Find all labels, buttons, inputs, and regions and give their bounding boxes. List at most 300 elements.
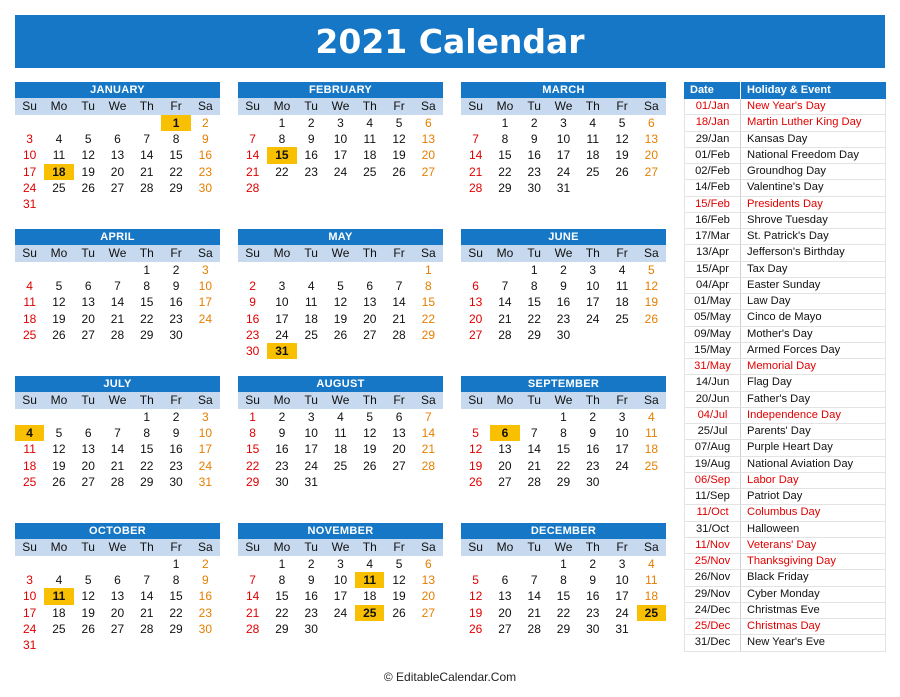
- day-cell: 20: [421, 148, 435, 163]
- weekday-header: [15, 392, 220, 409]
- day-cell: 4: [307, 279, 315, 294]
- empty-day-cell: [637, 343, 666, 359]
- day-cell: 13: [498, 589, 512, 604]
- day-cell: 2: [278, 410, 286, 424]
- week-row: [238, 311, 443, 327]
- week-row: [15, 490, 220, 506]
- weekday-label: Fr: [170, 540, 182, 554]
- weekday-label: Th: [362, 540, 377, 554]
- empty-day-cell: [132, 115, 161, 131]
- week-row: [15, 425, 220, 441]
- empty-day-cell: [384, 196, 413, 212]
- day-cell: 7: [143, 573, 151, 588]
- week-row: [461, 343, 666, 359]
- empty-day-cell: [74, 115, 103, 131]
- weekday-label: Sa: [420, 393, 436, 407]
- day-cell: 15: [527, 295, 541, 310]
- weekday-label: We: [108, 540, 127, 554]
- day-cell: 22: [275, 164, 289, 179]
- empty-day-cell: [15, 556, 44, 572]
- holiday-event: Christmas Eve: [741, 603, 886, 618]
- day-cell: 17: [198, 295, 212, 310]
- day-cell: 18: [22, 311, 37, 326]
- day-cell: 19: [363, 442, 377, 457]
- day-cell: 5: [337, 279, 344, 294]
- empty-day-cell: [191, 490, 220, 506]
- empty-day-cell: [637, 474, 666, 490]
- empty-day-cell: [490, 262, 519, 278]
- day-cell: 19: [644, 295, 658, 310]
- page-title: 2021 Calendar: [15, 15, 885, 68]
- empty-day-cell: [297, 490, 326, 506]
- empty-day-cell: [326, 343, 355, 359]
- day-cell: 6: [114, 132, 121, 147]
- week-row: [15, 180, 220, 196]
- day-cell: 31: [198, 474, 212, 489]
- holiday-row: [684, 392, 886, 408]
- holiday-event: Independence Day: [741, 408, 886, 423]
- day-cell: 11: [334, 426, 347, 441]
- weekday-label: Mo: [496, 99, 514, 113]
- day-cell: 23: [275, 458, 289, 473]
- holiday-date: 20/Jun: [684, 392, 741, 407]
- day-cell: 1: [172, 557, 180, 571]
- weekday-header: [15, 245, 220, 262]
- day-cell: 22: [275, 605, 289, 620]
- day-cell: 31: [22, 196, 37, 211]
- weekday-label: Su: [245, 99, 260, 113]
- day-cell: 6: [84, 279, 92, 294]
- day-cell: 30: [245, 343, 260, 358]
- day-cell: 29: [275, 621, 289, 636]
- empty-day-cell: [267, 180, 296, 196]
- day-cell: 13: [81, 442, 95, 457]
- day-cell: 11: [615, 279, 629, 294]
- day-cell: 17: [615, 442, 629, 457]
- day-cell: 3: [560, 116, 567, 130]
- day-cell: 6: [647, 116, 655, 130]
- empty-day-cell: [297, 262, 326, 278]
- day-cell: 25: [22, 327, 37, 342]
- day-cell: 13: [363, 295, 377, 310]
- weekday-label: Mo: [273, 246, 291, 260]
- day-cell: 28: [245, 621, 260, 636]
- day-cell: 9: [172, 279, 180, 294]
- weekday-label: Fr: [616, 540, 628, 554]
- day-cell: 7: [530, 426, 538, 441]
- holiday-row: [684, 343, 886, 359]
- day-cell: 27: [498, 621, 512, 636]
- day-cell: 20: [498, 605, 512, 620]
- empty-day-cell: [355, 637, 384, 653]
- empty-day-cell: [461, 637, 490, 653]
- day-cell: 22: [140, 311, 154, 326]
- day-cell: 29: [169, 180, 183, 195]
- weekday-header: [238, 98, 443, 115]
- weekday-label: Tu: [304, 99, 318, 113]
- empty-day-cell: [15, 343, 44, 359]
- day-cell: 17: [198, 442, 212, 457]
- day-cell: 3: [201, 263, 209, 277]
- week-row: [238, 164, 443, 180]
- weekday-label: Mo: [496, 246, 514, 260]
- empty-day-cell: [384, 262, 413, 278]
- week-row: [238, 637, 443, 653]
- holiday-row: [684, 587, 886, 603]
- empty-day-cell: [326, 621, 355, 637]
- holiday-event: Thanksgiving Day: [741, 554, 886, 569]
- weekday-label: Fr: [616, 246, 628, 260]
- day-cell: 19: [468, 605, 483, 620]
- empty-day-cell: [297, 343, 326, 359]
- week-row: [15, 294, 220, 310]
- weekday-label: Mo: [273, 540, 291, 554]
- holiday-row: [684, 424, 886, 440]
- month-may: [238, 229, 443, 359]
- empty-day-cell: [355, 621, 384, 637]
- empty-day-cell: [490, 196, 519, 212]
- day-cell: 9: [201, 573, 209, 588]
- day-cell: 30: [586, 474, 600, 489]
- empty-day-cell: [549, 343, 578, 359]
- weekday-label: Sa: [643, 246, 659, 260]
- day-cell: 11: [586, 132, 599, 147]
- day-cell: 28: [110, 327, 125, 342]
- day-cell: 11: [304, 295, 318, 310]
- day-cell: 18: [333, 442, 348, 457]
- empty-day-cell: [191, 327, 220, 343]
- weekday-label: Mo: [273, 99, 291, 113]
- day-cell: 8: [172, 132, 180, 147]
- week-row: [15, 147, 220, 163]
- day-cell: 3: [618, 557, 626, 571]
- weekday-header: [461, 98, 666, 115]
- holiday-event: Groundhog Day: [741, 164, 886, 179]
- empty-day-cell: [44, 196, 73, 212]
- holiday-date: 29/Jan: [684, 132, 741, 147]
- empty-day-cell: [267, 637, 296, 653]
- day-cell: 22: [527, 311, 541, 326]
- empty-day-cell: [103, 637, 132, 653]
- holiday-date: 11/Nov: [684, 538, 741, 553]
- empty-day-cell: [578, 196, 607, 212]
- empty-day-cell: [103, 409, 132, 425]
- weekday-label: We: [331, 99, 350, 113]
- weekday-label: We: [108, 246, 127, 260]
- day-cell: 10: [586, 279, 600, 294]
- day-cell: 16: [198, 148, 212, 163]
- weekday-label: Th: [362, 246, 377, 260]
- day-cell: 5: [472, 573, 479, 588]
- day-cell: 12: [615, 132, 629, 147]
- day-cell: 25: [333, 458, 348, 473]
- day-cell: 12: [392, 132, 406, 147]
- day-cell: 16: [198, 589, 212, 604]
- day-cell: 15: [169, 148, 183, 163]
- day-cell: 18: [586, 148, 600, 163]
- week-row: [461, 278, 666, 294]
- holiday-date: 15/Apr: [684, 262, 741, 277]
- weekday-label: Su: [22, 393, 37, 407]
- empty-day-cell: [461, 115, 490, 131]
- empty-day-cell: [44, 343, 73, 359]
- day-cell: 9: [589, 426, 597, 441]
- day-cell: 15: [267, 147, 296, 163]
- footer-credit: © EditableCalendar.Com: [383, 670, 517, 684]
- empty-day-cell: [44, 409, 73, 425]
- empty-day-cell: [238, 556, 267, 572]
- day-cell: 13: [498, 442, 512, 457]
- month-name: APRIL: [15, 229, 220, 245]
- day-cell: 27: [363, 327, 377, 342]
- holiday-date: 29/Nov: [684, 587, 741, 602]
- holiday-date: 26/Nov: [684, 570, 741, 585]
- day-cell: 15: [498, 148, 512, 163]
- empty-day-cell: [355, 262, 384, 278]
- day-cell: 23: [198, 164, 212, 179]
- month-july: [15, 376, 220, 506]
- day-cell: 16: [245, 311, 260, 326]
- day-cell: 14: [110, 442, 125, 457]
- day-cell: 8: [560, 426, 567, 441]
- empty-day-cell: [161, 196, 190, 212]
- holiday-date: 11/Oct: [684, 505, 741, 520]
- weekday-label: Tu: [304, 393, 318, 407]
- day-cell: 9: [172, 426, 180, 441]
- day-cell: 15: [556, 442, 571, 457]
- empty-day-cell: [355, 490, 384, 506]
- month-name: NOVEMBER: [238, 523, 443, 539]
- holiday-date: 07/Aug: [684, 440, 741, 455]
- weekday-label: Su: [245, 246, 260, 260]
- day-cell: 3: [618, 410, 626, 424]
- day-cell: 22: [169, 164, 183, 179]
- weekday-label: Sa: [643, 99, 659, 113]
- month-name: FEBRUARY: [238, 82, 443, 98]
- weekday-label: Su: [22, 99, 37, 113]
- weekday-label: Sa: [420, 540, 436, 554]
- empty-day-cell: [15, 490, 44, 506]
- week-row: [238, 294, 443, 310]
- weekday-label: Th: [585, 540, 600, 554]
- holiday-event: Armed Forces Day: [741, 343, 886, 358]
- empty-day-cell: [384, 490, 413, 506]
- holiday-row: [684, 505, 886, 521]
- empty-day-cell: [191, 343, 220, 359]
- week-row: [15, 115, 220, 131]
- empty-day-cell: [74, 409, 103, 425]
- week-row: [238, 458, 443, 474]
- day-cell: 13: [644, 132, 658, 147]
- holiday-event: Mother's Day: [741, 327, 886, 342]
- empty-day-cell: [326, 196, 355, 212]
- empty-day-cell: [132, 490, 161, 506]
- month-march: [461, 82, 666, 212]
- day-cell: 12: [363, 426, 377, 441]
- week-row: [238, 425, 443, 441]
- week-row: [461, 115, 666, 131]
- weekday-label: Tu: [81, 246, 95, 260]
- month-february: [238, 82, 443, 212]
- holiday-row: [684, 554, 886, 570]
- week-row: [15, 327, 220, 343]
- day-cell: 17: [333, 589, 348, 604]
- day-cell: 19: [52, 458, 66, 473]
- day-cell: 17: [586, 295, 600, 310]
- week-row: [15, 458, 220, 474]
- holiday-row: [684, 310, 886, 326]
- day-cell: 25: [586, 164, 600, 179]
- holiday-event: Parents' Day: [741, 424, 886, 439]
- weekday-label: Tu: [81, 99, 95, 113]
- day-cell: 1: [143, 263, 151, 277]
- empty-day-cell: [44, 637, 73, 653]
- empty-day-cell: [74, 196, 103, 212]
- empty-day-cell: [414, 490, 443, 506]
- day-cell: 12: [644, 279, 658, 294]
- weekday-label: Su: [468, 540, 483, 554]
- weekday-label: Fr: [393, 393, 405, 407]
- day-cell: 7: [114, 279, 121, 294]
- holiday-row: [684, 213, 886, 229]
- day-cell: 23: [527, 164, 541, 179]
- day-cell: 21: [245, 605, 260, 620]
- day-cell: 2: [249, 279, 256, 294]
- day-cell: 1: [278, 557, 286, 571]
- day-cell: 19: [615, 148, 629, 163]
- day-cell: 25: [637, 605, 666, 621]
- weekday-label: Mo: [496, 540, 514, 554]
- holiday-event: Valentine's Day: [741, 180, 886, 195]
- empty-day-cell: [103, 343, 132, 359]
- holiday-date: 06/Sep: [684, 473, 741, 488]
- holiday-date: 04/Jul: [684, 408, 741, 423]
- day-cell: 10: [198, 279, 212, 294]
- day-cell: 26: [52, 474, 66, 489]
- day-cell: 22: [556, 458, 571, 473]
- holiday-row: [684, 229, 886, 245]
- day-cell: 31: [22, 637, 37, 652]
- empty-day-cell: [578, 490, 607, 506]
- month-name: JULY: [15, 376, 220, 392]
- week-row: [15, 343, 220, 359]
- day-cell: 1: [249, 410, 256, 424]
- weekday-label: Fr: [393, 246, 405, 260]
- week-row: [15, 637, 220, 653]
- empty-day-cell: [461, 262, 490, 278]
- day-cell: 30: [198, 180, 212, 195]
- empty-day-cell: [267, 490, 296, 506]
- day-cell: 18: [615, 295, 629, 310]
- day-cell: 19: [468, 458, 483, 473]
- day-cell: 25: [615, 311, 629, 326]
- weekday-label: Th: [139, 99, 154, 113]
- day-cell: 13: [468, 295, 483, 310]
- holiday-date: 16/Feb: [684, 213, 741, 228]
- holiday-row: [684, 619, 886, 635]
- holiday-row: [684, 457, 886, 473]
- weekday-label: Th: [585, 246, 600, 260]
- weekday-label: Fr: [393, 540, 405, 554]
- weekday-label: Mo: [50, 246, 68, 260]
- holiday-date: 11/Sep: [684, 489, 741, 504]
- day-cell: 21: [245, 164, 260, 179]
- holiday-date: 25/Nov: [684, 554, 741, 569]
- day-cell: 28: [527, 621, 541, 636]
- week-row: [461, 327, 666, 343]
- day-cell: 10: [198, 426, 212, 441]
- holiday-date: 14/Jun: [684, 375, 741, 390]
- day-cell: 10: [333, 573, 348, 588]
- day-cell: 14: [527, 589, 541, 604]
- holiday-row: [684, 197, 886, 213]
- empty-day-cell: [326, 637, 355, 653]
- week-row: [461, 441, 666, 457]
- week-row: [15, 556, 220, 572]
- day-cell: 29: [140, 474, 154, 489]
- day-cell: 16: [556, 295, 571, 310]
- day-cell: 28: [245, 180, 260, 195]
- holiday-row: [684, 180, 886, 196]
- day-cell: 16: [527, 148, 541, 163]
- day-cell: 22: [421, 311, 435, 326]
- empty-day-cell: [578, 180, 607, 196]
- day-cell: 14: [421, 426, 435, 441]
- day-cell: 18: [644, 589, 658, 604]
- day-cell: 13: [110, 589, 125, 604]
- empty-day-cell: [607, 327, 636, 343]
- day-cell: 30: [275, 474, 289, 489]
- week-row: [461, 605, 666, 621]
- day-cell: 16: [275, 442, 289, 457]
- week-row: [461, 147, 666, 163]
- empty-day-cell: [355, 180, 384, 196]
- day-cell: 7: [249, 132, 256, 147]
- day-cell: 27: [110, 180, 125, 195]
- empty-day-cell: [238, 115, 267, 131]
- day-cell: 24: [275, 327, 289, 342]
- holiday-row: [684, 359, 886, 375]
- holiday-row: [684, 294, 886, 310]
- holiday-event: Presidents Day: [741, 197, 886, 212]
- weekday-label: Sa: [197, 246, 213, 260]
- holiday-event: Father's Day: [741, 392, 886, 407]
- empty-day-cell: [520, 490, 549, 506]
- empty-day-cell: [490, 490, 519, 506]
- holiday-row: [684, 375, 886, 391]
- holiday-event: Cyber Monday: [741, 587, 886, 602]
- holiday-event: New Year's Eve: [741, 635, 886, 650]
- holiday-date: 09/May: [684, 327, 741, 342]
- holiday-row: [684, 245, 886, 261]
- weekday-label: We: [554, 540, 573, 554]
- week-row: [461, 458, 666, 474]
- empty-day-cell: [191, 637, 220, 653]
- weekday-label: Sa: [420, 246, 436, 260]
- month-name: SEPTEMBER: [461, 376, 666, 392]
- day-cell: 26: [468, 621, 483, 636]
- day-cell: 17: [615, 589, 629, 604]
- day-cell: 19: [81, 605, 95, 620]
- day-cell: 1: [278, 116, 286, 130]
- empty-day-cell: [490, 556, 519, 572]
- day-cell: 10: [615, 573, 629, 588]
- empty-day-cell: [267, 262, 296, 278]
- day-cell: 27: [468, 327, 483, 342]
- day-cell: 7: [530, 573, 538, 588]
- day-cell: 1: [143, 410, 151, 424]
- holiday-date-header: Date: [684, 82, 741, 99]
